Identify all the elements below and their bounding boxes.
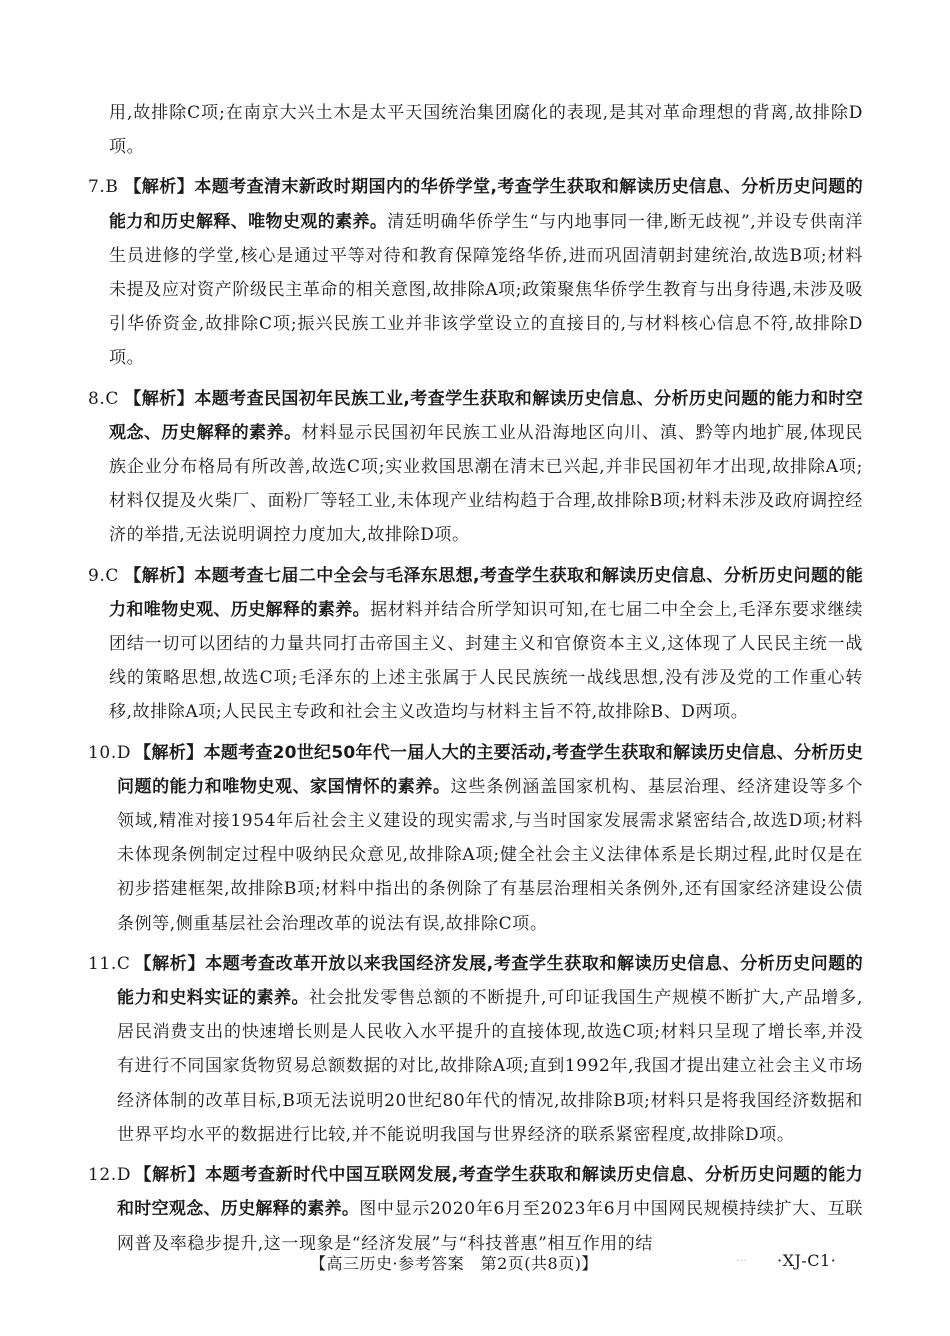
page-content bbox=[88, 96, 863, 1267]
answer-number: 10.D bbox=[88, 742, 132, 763]
footer-page-info: 【高三历史·参考答案 第2页(共8页)】 bbox=[310, 1254, 598, 1273]
analysis-lead: 本题考查七届二中全会与毛泽东思想,考查学生获取和解读历史信息、分析历史问题的能力和唯物史观、历史解释的素养。 bbox=[109, 565, 863, 620]
answer-item-8 bbox=[88, 382, 863, 553]
analysis-lead: 本题考查清末新政时期国内的华侨学堂,考查学生获取和解读历史信息、分析历史问题的能力和历史解释、唯物史观的素养。 bbox=[109, 177, 863, 232]
analysis-body: 这些条例涵盖国家机构、基层治理、经济建设等多个领域,精准对接1954年后社会主义建设的现实需求,与当时国家发展需求紧密结合,故选D项;材料未体现条例制定过程中吸纳民众意见,故排除A项;健全社会主义法律体系是长期过程,此时仅是在初步搭建框架,故排除B项;材料中指出的条例除了有基层治理相关条例外,还有国家经济建设公债条例等,侧重基层社会治理改革的说法有误,故排除C项。 bbox=[117, 776, 863, 934]
answer-number: 11.C bbox=[88, 953, 131, 974]
analysis-tag: 【解析】 bbox=[134, 1165, 206, 1186]
answer-item-7 bbox=[88, 170, 863, 375]
footer-code: ·XJ-C1· bbox=[777, 1251, 837, 1270]
analysis-body: 清廷明确华侨学生“与内地事同一律,断无歧视”,并设专供南洋生员进修的学堂,核心是通过平等对待和教育保障笼络华侨,进而巩固清朝封建统治,故选B项;材料未提及应对资产阶级民主革命的相关意图,故排除A项;政策聚焦华侨学生教育与出身待遇,未涉及吸引华侨资金,故排除C项;振兴民族工业并非该学堂设立的直接目的,与材料核心信息不符,故排除D项。 bbox=[109, 211, 864, 369]
footer-dots: ... bbox=[736, 1253, 748, 1264]
analysis-lead: 本题考查民国初年民族工业,考查学生获取和解读历史信息、分析历史问题的能力和时空观念、历史解释的素养。 bbox=[109, 388, 863, 443]
analysis-body: 图中显示2020年6月至2023年6月中国网民规模持续扩大、互联网普及率稳步提升,这一现象是“经济发展”与“科技普惠”相互作用的结 bbox=[117, 1199, 863, 1254]
answer-number: 9.C bbox=[88, 565, 120, 586]
analysis-body: 材料显示民国初年民族工业从沿海地区向川、滇、黔等内地扩展,体现民族企业分布格局有所改善,故选C项;实业救国思潮在清末已兴起,并非民国初年才出现,故排除A项;材料仅提及火柴厂、面粉厂等轻工业,未体现产业结构趋于合理,故排除B项;材料未涉及政府调控经济的举措,无法说明调控力度加大,故排除D项。 bbox=[109, 422, 863, 546]
analysis-tag: 【解析】 bbox=[124, 565, 195, 586]
answer-item-9 bbox=[88, 559, 863, 730]
analysis-lead: 本题考查改革开放以来我国经济发展,考查学生获取和解读历史信息、分析历史问题的能力和史料实证的素养。 bbox=[117, 953, 864, 1009]
answer-number: 8.C bbox=[88, 388, 120, 409]
answer-number: 12.D bbox=[88, 1165, 132, 1186]
answer-item-10 bbox=[88, 736, 863, 941]
answer-item-11 bbox=[88, 947, 863, 1152]
analysis-lead: 本题考查20世纪50年代一届人大的主要活动,考查学生获取和解读历史信息、分析历史问题的能力和唯物史观、家国情怀的素养。 bbox=[117, 742, 863, 797]
continued-text: 用,故排除C项;在南京大兴土木是太平天国统治集团腐化的表现,是其对革命理想的背离,故排除D项。 bbox=[109, 103, 863, 158]
continued-paragraph bbox=[88, 96, 863, 164]
analysis-body: 据材料并结合所学知识可知,在七届二中全会上,毛泽东要求继续团结一切可以团结的力量共同打击帝国主义、封建主义和官僚资本主义,这体现了人民民主统一战线的策略思想,故选C项;毛泽东的上述主张属于人民民族统一战线思想,没有涉及党的工作重心转移,故排除A项;人民民主专政和社会主义改造均与材料主旨不符,故排除B、D两项。 bbox=[109, 599, 863, 723]
answer-number: 7.B bbox=[88, 177, 119, 198]
answer-item-12 bbox=[88, 1158, 863, 1261]
analysis-tag: 【解析】 bbox=[124, 388, 195, 409]
analysis-tag: 【解析】 bbox=[134, 742, 204, 763]
page-footer bbox=[0, 1251, 950, 1275]
analysis-body: 社会批发零售总额的不断提升,可印证我国生产规模不断扩大,产品增多,居民消费支出的快速增长则是人民收入水平提升的直接体现,故选C项;材料只呈现了增长率,并没有进行不同国家货物贸易总额数据的对比,故排除A项;直到1992年,我国才提出建立社会主义市场经济体制的改革目标,B项无法说明20世纪80年代的情况,故排除B项;材料只是将我国经济数据和世界平均水平的数据进行比较,并不能说明我国与世界经济的联系紧密程度,故排除D项。 bbox=[117, 988, 864, 1145]
analysis-tag: 【解析】 bbox=[124, 177, 195, 198]
analysis-tag: 【解析】 bbox=[134, 953, 206, 974]
analysis-lead: 本题考查新时代中国互联网发展,考查学生获取和解读历史信息、分析历史问题的能力和时空观念、历史解释的素养。 bbox=[117, 1165, 864, 1220]
